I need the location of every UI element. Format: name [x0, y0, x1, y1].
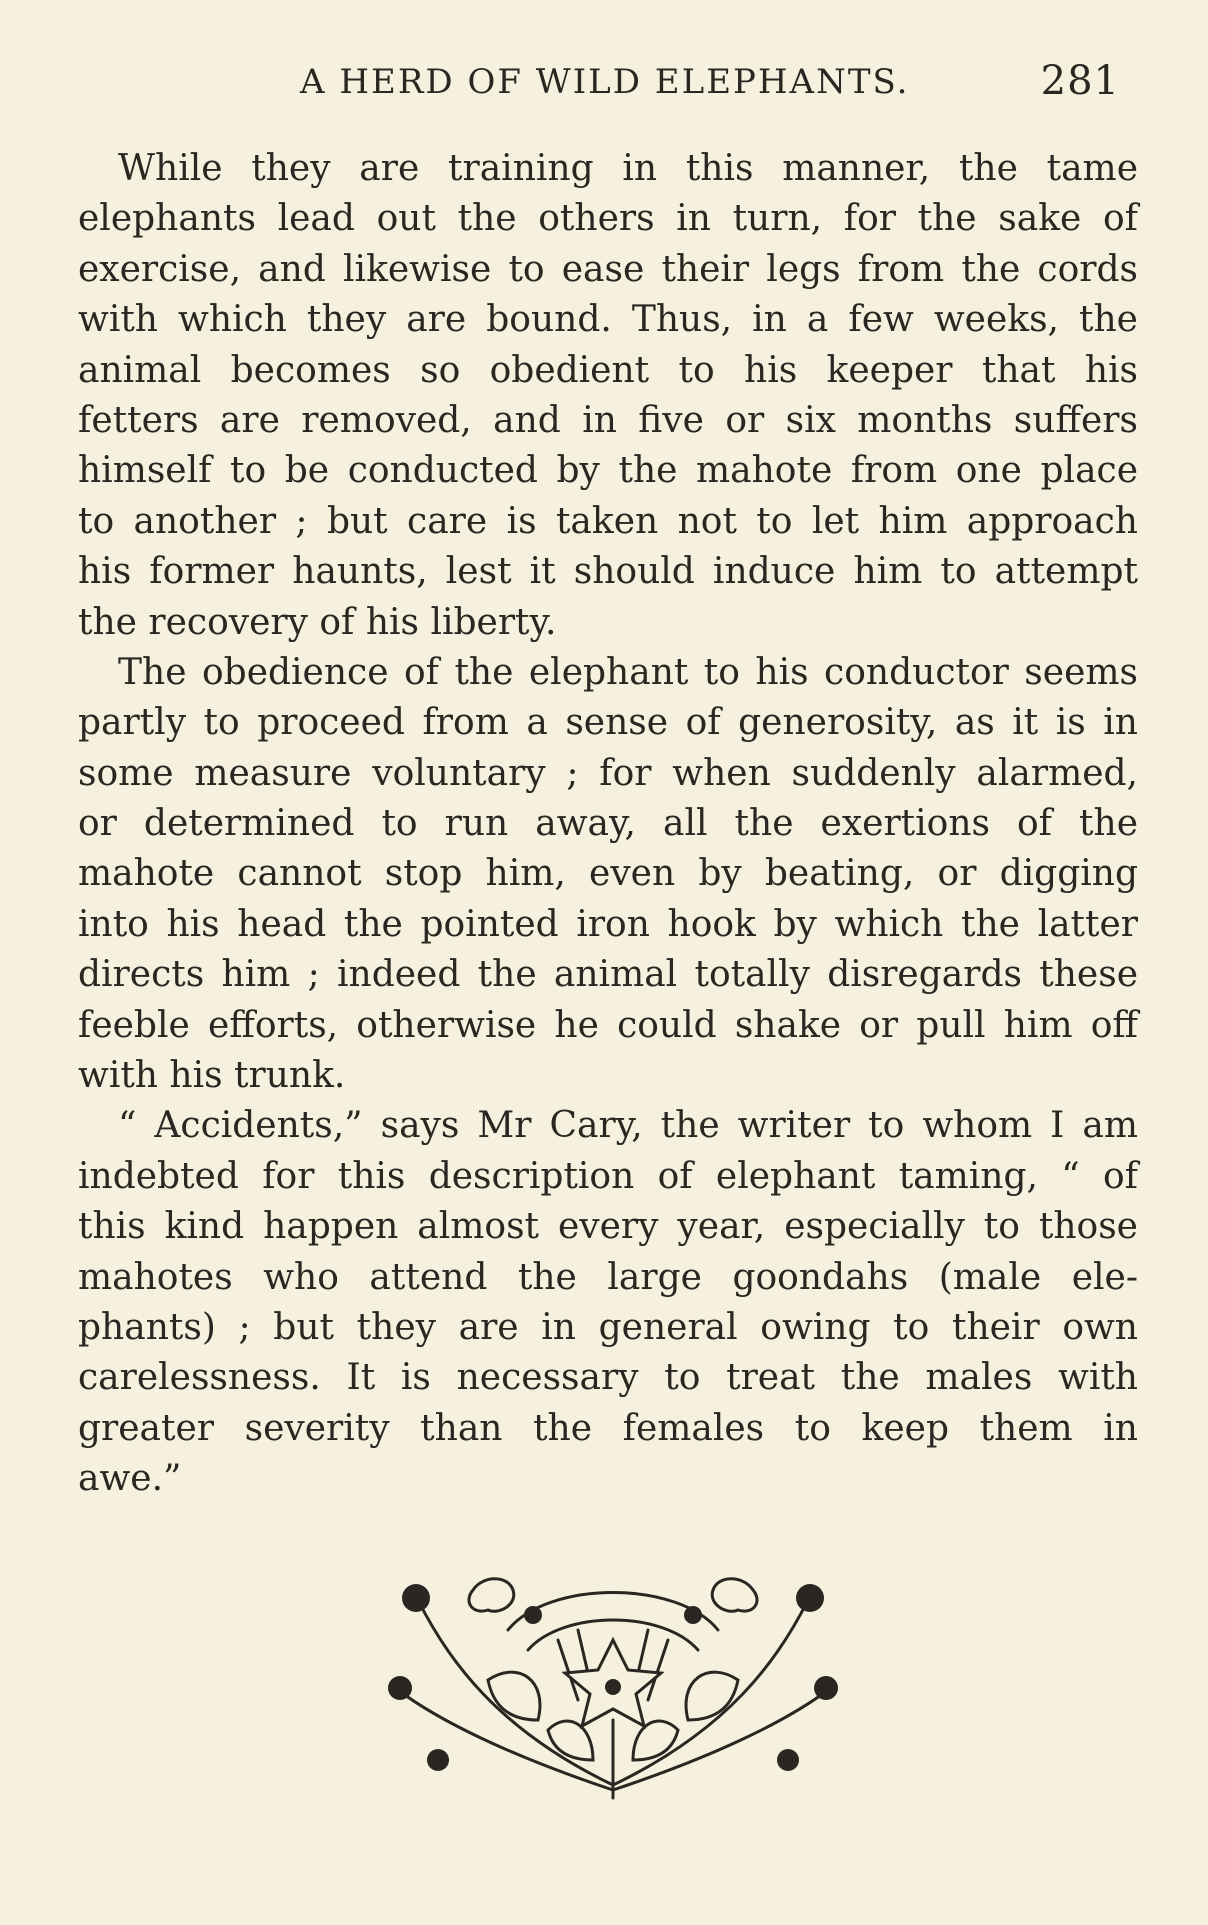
text-line: mahotes who attend the large goondahs (male ele-	[78, 1256, 1138, 1298]
text-line: into his head the pointed iron hook by which the latter	[78, 903, 1138, 945]
text-line: or determined to run away, all the exertions of the	[78, 803, 1138, 845]
running-title: A HERD OF WILD ELEPHANTS.	[300, 62, 910, 102]
text-line: awe.”	[78, 1458, 182, 1500]
text-line: exercise, and likewise to ease their legs from the cords	[78, 248, 1138, 290]
running-head	[300, 58, 1120, 112]
text-line: some measure voluntary ; for when suddenly alarmed,	[78, 752, 1138, 794]
text-line: the recovery of his liberty.	[78, 601, 557, 643]
text-line: this kind happen almost every year, especially to those	[78, 1206, 1138, 1248]
text-line: himself to be conducted by the mahote from one place	[78, 450, 1138, 492]
text-line: his former haunts, lest it should induce him to attempt	[78, 551, 1138, 593]
text-line: mahote cannot stop him, even by beating, or digging	[78, 853, 1138, 895]
text-line: carelessness. It is necessary to treat the males with	[78, 1357, 1138, 1399]
text-line: indebted for this description of elephant taming, “ of	[78, 1155, 1138, 1197]
text-line: “ Accidents,” says Mr Cary, the writer to whom I am	[118, 1105, 1138, 1147]
text-line: While they are training in this manner, the tame	[118, 148, 1138, 189]
floral-tailpiece-icon	[378, 1570, 848, 1800]
text-line: animal becomes so obedient to his keeper that his	[78, 349, 1138, 391]
text-line: directs him ; indeed the animal totally disregards these	[78, 954, 1138, 996]
page-number: 281	[1040, 58, 1120, 104]
text-line: feeble efforts, otherwise he could shake or pull him off	[78, 1004, 1138, 1046]
text-line: phants) ; but they are in general owing to their own	[78, 1306, 1138, 1348]
text-line: partly to proceed from a sense of generosity, as it is in	[78, 702, 1138, 744]
text-line: fetters are removed, and in five or six months suffers	[78, 399, 1138, 441]
text-line: greater severity than the females to keep them in	[78, 1407, 1138, 1449]
text-line: elephants lead out the others in turn, for the sake of	[78, 198, 1138, 240]
text-line: with which they are bound. Thus, in a few weeks, the	[78, 299, 1138, 341]
body-text	[78, 144, 1138, 1505]
text-line: The obedience of the elephant to his conductor seems	[118, 651, 1138, 693]
text-line: with his trunk.	[78, 1055, 346, 1097]
text-line: to another ; but care is taken not to let him approach	[78, 500, 1138, 542]
